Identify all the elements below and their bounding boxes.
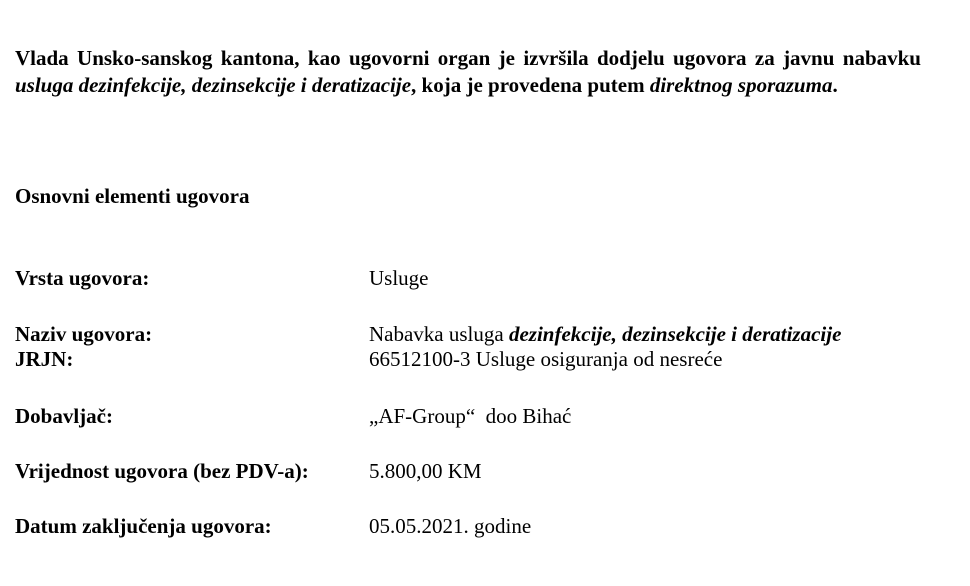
field-value-vrsta: Usluge: [369, 266, 429, 290]
field-value-naziv-italic: dezinfekcije, dezinsekcije i deratizacije: [508, 322, 842, 346]
intro-italic-procedure: direktnog sporazuma: [649, 73, 833, 97]
field-label-jrjn: JRJN:: [15, 347, 74, 371]
intro-paragraph: [15, 45, 921, 99]
field-value-naziv: [369, 322, 841, 347]
field-label-vrijednost: Vrijednost ugovora (bez PDV-a):: [15, 459, 309, 483]
field-label-naziv: Naziv ugovora:: [15, 322, 153, 346]
field-value-naziv-prefix: Nabavka usluga: [369, 322, 509, 346]
intro-text-2: , koja je provedena putem: [411, 73, 650, 97]
intro-italic-subject: usluga dezinfekcije, dezinsekcije i deratizacije: [15, 73, 412, 97]
field-value-datum: 05.05.2021. godine: [369, 514, 532, 538]
intro-text-1: Vlada Unsko-sanskog kantona, kao ugovorni organ je izvršila dodjelu ugovora za javnu nabavku: [15, 46, 921, 70]
intro-text-3: .: [832, 73, 838, 97]
field-label-dobavljac: Dobavljač:: [15, 404, 113, 428]
field-label-datum: Datum zaključenja ugovora:: [15, 514, 272, 538]
field-value-jrjn: 66512100-3 Usluge osiguranja od nesreće: [369, 347, 723, 371]
field-value-vrijednost: 5.800,00 KM: [369, 459, 482, 483]
section-title: Osnovni elementi ugovora: [15, 184, 250, 208]
field-label-vrsta: Vrsta ugovora:: [15, 266, 150, 290]
field-value-dobavljac: „AF-Group“ doo Bihać: [369, 404, 572, 428]
